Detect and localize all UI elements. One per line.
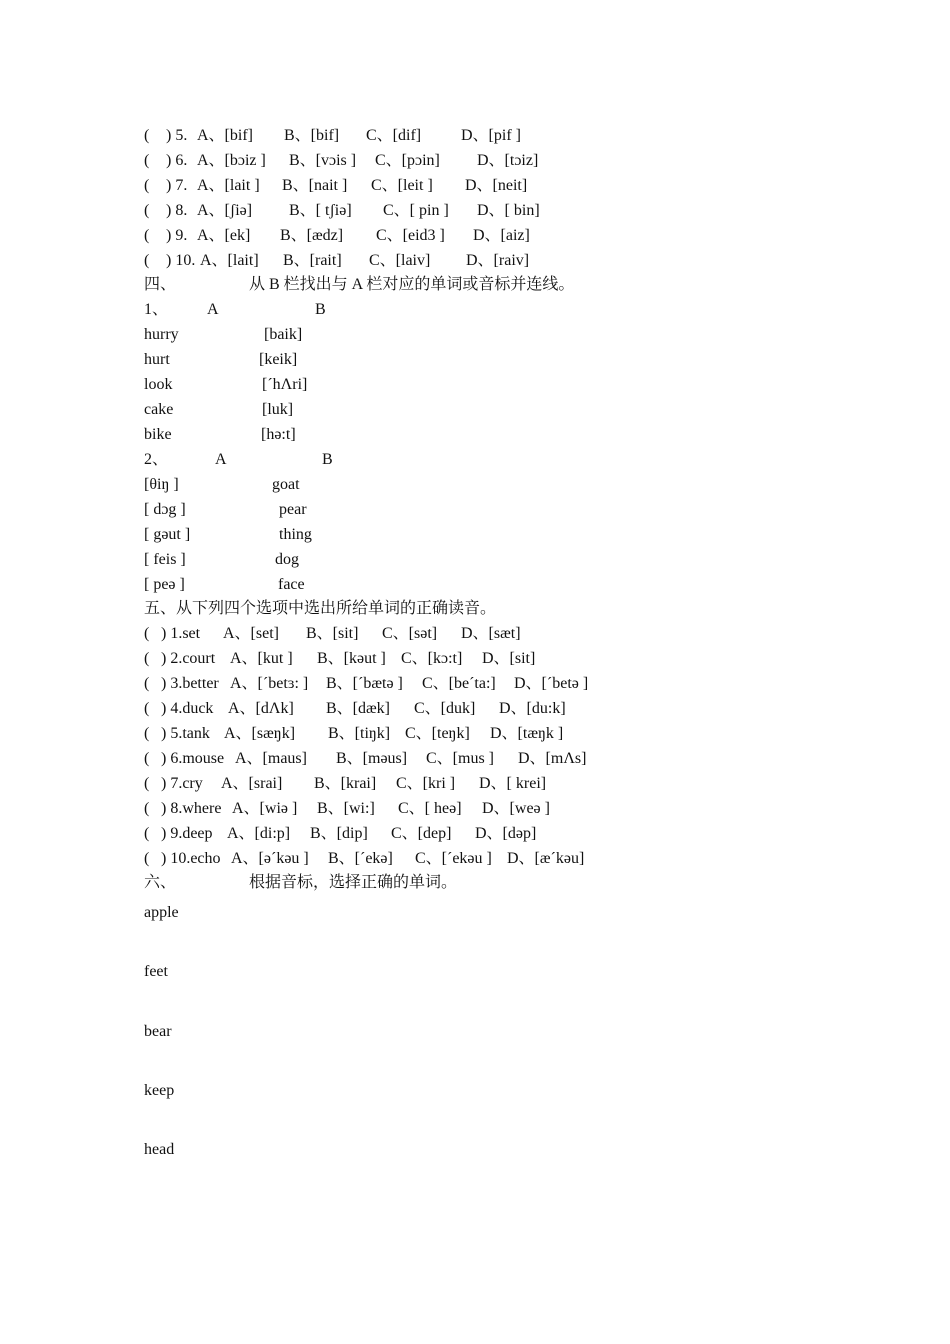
option-d: D、[ krei] bbox=[479, 775, 547, 792]
matching-row bbox=[144, 474, 300, 496]
option-c: C、[leit ] bbox=[371, 177, 433, 194]
answer-paren: ( bbox=[144, 800, 150, 817]
column-a-item: look bbox=[144, 376, 173, 393]
question-row bbox=[144, 798, 550, 820]
answer-paren: ( bbox=[144, 202, 154, 219]
option-d: D、[mΛs] bbox=[518, 750, 587, 767]
matching-header bbox=[144, 299, 326, 321]
question-row bbox=[144, 125, 521, 147]
question-row bbox=[144, 823, 537, 845]
column-a-item: [ gəut ] bbox=[144, 526, 191, 543]
section-heading bbox=[144, 598, 497, 620]
option-c: C、[mus ] bbox=[426, 750, 495, 767]
column-b-label: B bbox=[315, 301, 326, 318]
option-c: C、[teŋk] bbox=[405, 725, 470, 742]
option-d: D、[pif ] bbox=[461, 127, 521, 144]
column-a-item: hurry bbox=[144, 326, 179, 343]
option-b: B、[kəut ] bbox=[317, 650, 386, 667]
question-word: ) 2.court bbox=[161, 650, 216, 667]
answer-paren: ( bbox=[144, 850, 150, 867]
question-row bbox=[144, 200, 540, 222]
matching-row bbox=[144, 549, 299, 571]
option-d: D、[ bin] bbox=[477, 202, 540, 219]
answer-paren: ( bbox=[144, 775, 150, 792]
option-b: B、[dæk] bbox=[326, 700, 391, 717]
option-a: A、[bif] bbox=[197, 127, 253, 144]
option-d: D、[æ´kəu] bbox=[507, 850, 585, 867]
column-b-item: thing bbox=[279, 526, 312, 543]
section-heading bbox=[144, 872, 458, 894]
column-b-item: [baik] bbox=[264, 326, 303, 343]
question-number: ) 5. bbox=[166, 127, 188, 144]
column-a-item: cake bbox=[144, 401, 174, 418]
answer-paren: ( bbox=[144, 177, 154, 194]
option-d: D、[neit] bbox=[465, 177, 528, 194]
option-c: C、[dep] bbox=[391, 825, 452, 842]
section-number: 四、 bbox=[144, 276, 177, 293]
column-b-label: B bbox=[322, 451, 333, 468]
option-a: A、[dΛk] bbox=[228, 700, 294, 717]
option-b: B、[rait] bbox=[283, 252, 342, 269]
question-word: ) 7.cry bbox=[161, 775, 203, 792]
question-word: ) 8.where bbox=[161, 800, 222, 817]
question-word: ) 4.duck bbox=[161, 700, 214, 717]
option-c: C、[duk] bbox=[414, 700, 476, 717]
option-a: A、[srai] bbox=[221, 775, 283, 792]
column-a-item: [θiŋ ] bbox=[144, 476, 179, 493]
answer-paren: ( bbox=[144, 725, 150, 742]
section-title: 根据音标，选择正确的单词。 bbox=[249, 874, 458, 891]
question-number: ) 10. bbox=[166, 252, 196, 269]
option-d: D、[tɔiz] bbox=[477, 152, 539, 169]
column-b-item: face bbox=[278, 576, 305, 593]
option-c: C、[ heə] bbox=[398, 800, 462, 817]
option-d: D、[weə ] bbox=[482, 800, 550, 817]
column-b-item: [´hΛri] bbox=[262, 376, 308, 393]
option-a: A、[sæŋk] bbox=[224, 725, 296, 742]
part-number: 1、 bbox=[144, 301, 169, 318]
column-a-item: bike bbox=[144, 426, 172, 443]
question-number: ) 8. bbox=[166, 202, 188, 219]
option-c: C、[ pin ] bbox=[383, 202, 449, 219]
matching-row bbox=[144, 349, 298, 371]
question-row bbox=[144, 150, 539, 172]
word-item: bear bbox=[144, 1023, 172, 1040]
question-row bbox=[144, 250, 530, 272]
option-b: B、[wi:] bbox=[317, 800, 375, 817]
question-word: ) 1.set bbox=[161, 625, 201, 642]
column-a-item: hurt bbox=[144, 351, 170, 368]
option-a: A、[bɔiz ] bbox=[197, 152, 266, 169]
question-word: ) 3.better bbox=[161, 675, 219, 692]
option-b: B、[sit] bbox=[306, 625, 359, 642]
option-a: A、[set] bbox=[223, 625, 279, 642]
option-c: C、[pɔin] bbox=[375, 152, 440, 169]
section-number: 六、 bbox=[144, 874, 177, 891]
answer-paren: ( bbox=[144, 650, 150, 667]
answer-paren: ( bbox=[144, 750, 150, 767]
option-a: A、[´betɜ: ] bbox=[230, 675, 309, 692]
column-a-label: A bbox=[215, 451, 227, 468]
question-row bbox=[144, 748, 587, 770]
matching-row bbox=[144, 324, 303, 346]
option-b: B、[vɔis ] bbox=[289, 152, 357, 169]
question-row bbox=[144, 673, 589, 695]
answer-paren: ( bbox=[144, 675, 150, 692]
option-a: A、[ek] bbox=[197, 227, 251, 244]
column-b-item: [luk] bbox=[262, 401, 294, 418]
option-b: B、[nait ] bbox=[282, 177, 348, 194]
matching-row bbox=[144, 424, 296, 446]
option-c: C、[be´ta:] bbox=[422, 675, 496, 692]
answer-paren: ( bbox=[144, 825, 150, 842]
option-b: B、[ædz] bbox=[280, 227, 344, 244]
column-a-item: [ feis ] bbox=[144, 551, 186, 568]
column-b-item: pear bbox=[279, 501, 307, 518]
option-c: C、[sət] bbox=[382, 625, 438, 642]
option-c: C、[laiv] bbox=[369, 252, 431, 269]
question-row bbox=[144, 225, 530, 247]
word-item: apple bbox=[144, 904, 179, 921]
answer-paren: ( bbox=[144, 700, 150, 717]
option-d: D、[aiz] bbox=[473, 227, 530, 244]
question-row bbox=[144, 773, 547, 795]
answer-paren: ( bbox=[144, 127, 154, 144]
question-row bbox=[144, 848, 585, 870]
matching-row bbox=[144, 499, 307, 521]
question-word: ) 10.echo bbox=[161, 850, 221, 867]
word-item: feet bbox=[144, 963, 168, 980]
question-word: ) 5.tank bbox=[161, 725, 210, 742]
option-a: A、[ə´kəu ] bbox=[231, 850, 309, 867]
option-a: A、[lait ] bbox=[197, 177, 260, 194]
question-row bbox=[144, 648, 536, 670]
answer-paren: ( bbox=[144, 625, 150, 642]
section-title: 五、从下列四个选项中选出所给单词的正确读音。 bbox=[144, 600, 497, 617]
matching-row bbox=[144, 524, 312, 546]
option-d: D、[tæŋk ] bbox=[490, 725, 564, 742]
question-word: ) 9.deep bbox=[161, 825, 213, 842]
option-c: C、[eid3 ] bbox=[376, 227, 445, 244]
option-d: D、[sæt] bbox=[461, 625, 521, 642]
option-d: D、[du:k] bbox=[499, 700, 566, 717]
question-row bbox=[144, 623, 521, 645]
option-b: B、[´ekə] bbox=[328, 850, 393, 867]
column-a-label: A bbox=[207, 301, 219, 318]
section-title: 从 B 栏找出与 A 栏对应的单词或音标并连线。 bbox=[249, 276, 575, 293]
option-a: A、[ʃiə] bbox=[197, 202, 253, 219]
question-row bbox=[144, 723, 564, 745]
matching-row bbox=[144, 374, 308, 396]
option-b: B、[bif] bbox=[284, 127, 340, 144]
question-word: ) 6.mouse bbox=[161, 750, 225, 767]
word-item: head bbox=[144, 1141, 175, 1158]
column-a-item: [ peə ] bbox=[144, 576, 185, 593]
matching-row bbox=[144, 399, 294, 421]
option-c: C、[dif] bbox=[366, 127, 422, 144]
column-b-item: goat bbox=[272, 476, 300, 493]
word-item: keep bbox=[144, 1082, 175, 1099]
section-heading bbox=[144, 274, 575, 296]
option-b: B、[məus] bbox=[336, 750, 408, 767]
question-row bbox=[144, 175, 528, 197]
column-a-item: [ dɔg ] bbox=[144, 501, 186, 518]
part-number: 2、 bbox=[144, 451, 169, 468]
option-a: A、[kut ] bbox=[230, 650, 293, 667]
column-b-item: dog bbox=[275, 551, 299, 568]
option-b: B、[´bætə ] bbox=[326, 675, 403, 692]
option-a: A、[maus] bbox=[235, 750, 307, 767]
option-a: A、[lait] bbox=[200, 252, 259, 269]
option-d: D、[dəp] bbox=[475, 825, 537, 842]
matching-row bbox=[144, 574, 305, 596]
option-d: D、[´betə ] bbox=[514, 675, 589, 692]
answer-paren: ( bbox=[144, 252, 154, 269]
option-b: B、[krai] bbox=[314, 775, 377, 792]
matching-header bbox=[144, 449, 333, 471]
question-row bbox=[144, 698, 566, 720]
answer-paren: ( bbox=[144, 227, 154, 244]
option-a: A、[wiə ] bbox=[232, 800, 298, 817]
option-a: A、[di:p] bbox=[227, 825, 291, 842]
question-number: ) 6. bbox=[166, 152, 188, 169]
option-c: C、[kri ] bbox=[396, 775, 456, 792]
question-number: ) 7. bbox=[166, 177, 188, 194]
column-b-item: [keik] bbox=[259, 351, 298, 368]
answer-paren: ( bbox=[144, 152, 154, 169]
question-number: ) 9. bbox=[166, 227, 188, 244]
option-d: D、[raiv] bbox=[466, 252, 530, 269]
option-c: C、[´ekəu ] bbox=[415, 850, 492, 867]
option-d: D、[sit] bbox=[482, 650, 536, 667]
column-b-item: [hə:t] bbox=[261, 426, 296, 443]
option-c: C、[kɔ:t] bbox=[401, 650, 463, 667]
option-b: B、[ tʃiə] bbox=[289, 202, 352, 219]
option-b: B、[dip] bbox=[310, 825, 368, 842]
option-b: B、[tiŋk] bbox=[328, 725, 391, 742]
